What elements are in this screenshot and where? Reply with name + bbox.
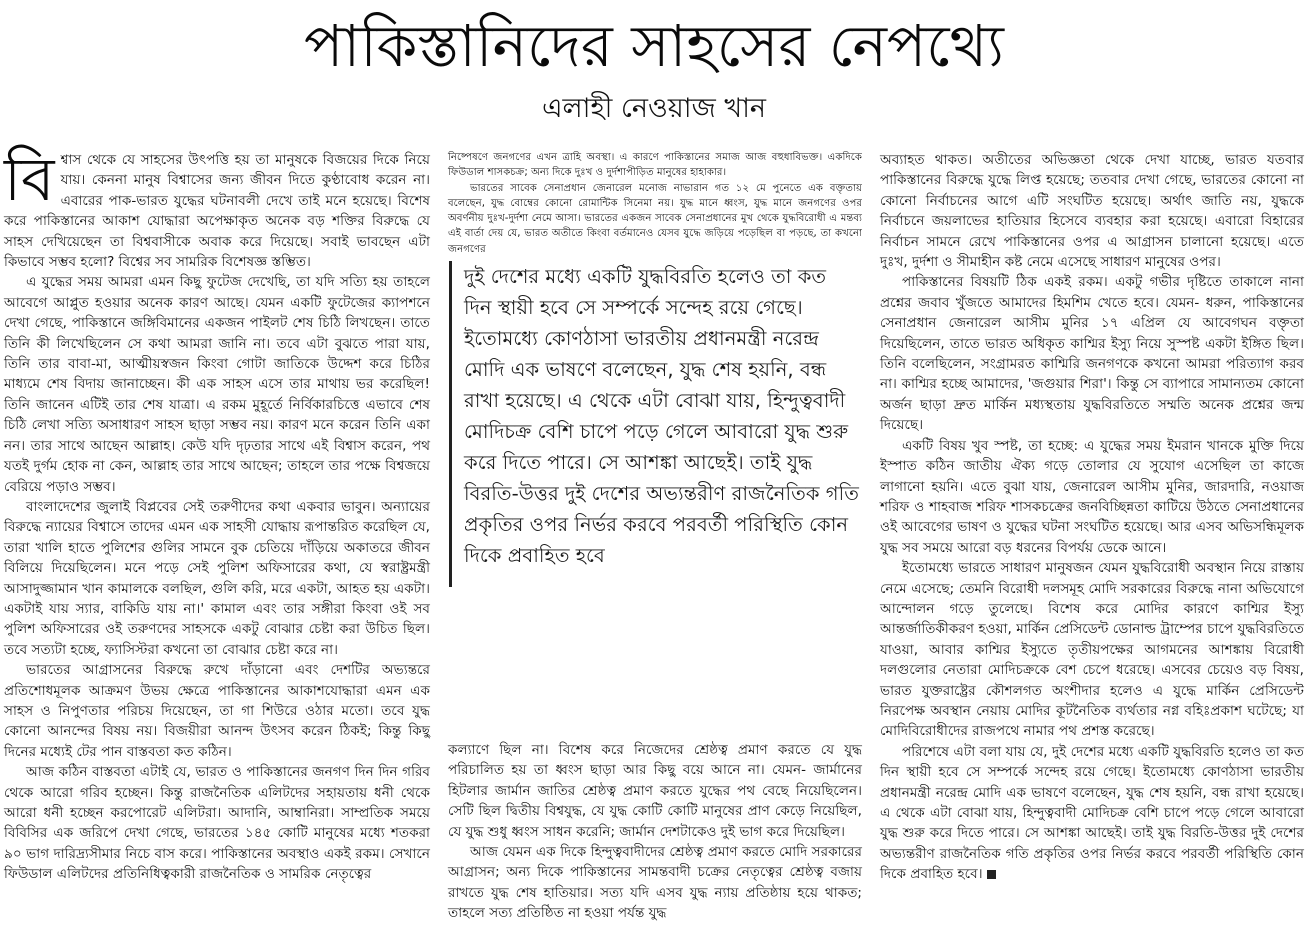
paragraph: অব্যাহত থাকত। অতীতের অভিজ্ঞতা থেকে দেখা যাচ্ছে, ভারত যতবার পাকিস্তানের বিরুদ্ধে যুদ্ধে লিপ্ত হয়েছে; ততবার দেখা গেছে, ভারতের কোনো না কোনো নির্বাচনের আগে এটি সংঘটিত হয়েছে। অর্থাৎ জাতি নয়, যুদ্ধকে নির্বাচনে জয়লাভের হাতিয়ার হিসেবে ব্যবহার করা হয়েছে। এবারো বিহারের নির্বাচন সামনে রেখে পাকিস্তানের ওপর এ আগ্রাসন চালানো হয়েছে। এতে দুঃখ, দুর্দশা ও সীমাহীন কষ্ট নেমে এসেছে সাধারণ মানুষের ওপর। <box>880 152 1304 271</box>
paragraph: ভারতের সাবেক সেনাপ্রধান জেনারেল মনোজ নাভারান গত ১২ মে পুনেতে এক বক্তৃতায় বলেছেন, যুদ্ধ বোম্বের কোনো রোমান্টিক সিনেমা নয়। যুদ্ধ মানে ধ্বংস, যুদ্ধ মানে জনগণের ওপর অবর্ণনীয় দুঃখ-দুর্দশা নেমে আসা। ভারতের একজন সাবেক সেনাপ্রধানের মুখ থেকে যুদ্ধবিরোধী এ মন্তব্য এই বার্তা দেয় যে, ভারত অতীতে কিংবা বর্তমানেও যেসব যুদ্ধে জড়িয়ে পড়েছিল বা পড়ছে, তা কখনো জনগণের <box>448 182 862 255</box>
paragraph: নিষ্পেষণে জনগণের এখন ত্রাহি অবস্থা। এ কারণে পাকিস্তানের সমাজ আজ বহুধাবিভক্ত। একদিকে ফিউডাল শাসকচক্র; অন্য দিকে দুঃখ ও দুর্দশাপীড়িত মানুষের হাহাকার। <box>448 152 862 179</box>
headline: পাকিস্তানিদের সাহসের নেপথ্যে <box>304 12 1004 80</box>
pull-quote <box>449 261 859 587</box>
column-2-bottom <box>448 740 862 924</box>
byline: এলাহী নেওয়াজ খান <box>541 93 767 124</box>
paragraph: বাংলাদেশের জুলাই বিপ্লবের সেই তরুণীদের কথা একবার ভাবুন। অন্যায়ের বিরুদ্ধে ন্যায়ের বিশ্বাসে তাদের এমন এক সাহসী যোদ্ধায় রূপান্তরিত করেছিল যে, তারা খালি হাতে পুলিশের গুলির সামনে বুক চেতিয়ে দাঁড়িয়ে অকাতরে জীবন বিলিয়ে দিয়েছিলেন। মনে পড়ে সেই পুলিশ অফিসারের কথা, যে স্বরাষ্ট্রমন্ত্রী আসাদুজ্জামান খান কামালকে বলছিল, গুলি করি, মরে একটা, আহত হয় একটা। একটাই যায় স্যার, বাকিডি যায় না।' কামাল এবং তার সঙ্গীরা কিংবা ওই সব পুলিশ অফিসারের ওই তরুণদের সাহসকে একটু বোঝার চেষ্টা করা উচিত ছিল। তবে সত্যটা হচ্ছে, ফ্যাসিস্টরা কখনো তা বোঝার চেষ্টা করে না। <box>4 498 430 658</box>
paragraph-text: পরিশেষে এটা বলা যায় যে, দুই দেশের মধ্যে একটি যুদ্ধবিরতি হলেও তা কত দিন স্থায়ী হবে সে সম্পর্কে সন্দেহ রয়ে গেছে। ইতোমধ্যে কোণঠাসা ভারতীয় প্রধানমন্ত্রী নরেন্দ্র মোদি এক ভাষণে বলেছেন, যুদ্ধ শেষ হয়নি, বন্ধ রাখা হয়েছে। এ থেকে এটা বোঝা যায়, হিন্দুত্ববাদী মোদিচক্র বেশি চাপে পড়ে গেলে আবারো যুদ্ধ শুরু করে দিতে পারে। সে আশঙ্কা আছেই। তাই যুদ্ধ বিরতি-উত্তর দুই দেশের অভ্যন্তরীণ রাজনৈতিক গতি প্রকৃতির ওপর নির্ভর করবে পরবর্তী পরিস্থিতি কোন দিকে প্রবাহিত হবে। <box>880 743 1304 883</box>
paragraph: একটি বিষয় খুব স্পষ্ট, তা হচ্ছে: এ যুদ্ধের সময় ইমরান খানকে মুক্তি দিয়ে ইস্পাত কঠিন জাতীয় ঐক্য গড়ে তোলার যে সুযোগ এসেছিল তা কাজে লাগানো হয়নি। এতে বুঝা যায়, জেনারেল আসীম মুনির, জারদারি, নওয়াজ শরিফ ও শাহবাজ শরিফ শাসকচক্রের জনবিচ্ছিন্নতা কাটিয়ে উঠতে সেনাপ্রধানের ওই আবেগের ভাষণ ও যুদ্ধের ঘটনা সংঘটিত হয়েছে। আর এসব অভিসন্ধিমূলক যুদ্ধ সব সময়ে আরো বড় ধরনের বিপর্যয় ডেকে আনে। <box>880 437 1304 556</box>
paragraph <box>4 145 430 272</box>
paragraph: আজ কঠিন বাস্তবতা এটাই যে, ভারত ও পাকিস্তানের জনগণ দিন দিন গরিব থেকে আরো গরিব হচ্ছেন। কিন্তু রাজনৈতিক এলিটদের সহায়তায় ধনী থেকে আরো ধনী হচ্ছেন করপোরেট এলিটরা। আদানি, আম্বানিরা। সাম্প্রতিক সময়ে বিবিসির এক জরিপে দেখা গেছে, ভারতের ১৪৫ কোটি মানুষের মধ্যে শতকরা ৯০ ভাগ দারিদ্র্যসীমার নিচে বাস করে। পাকিস্তানের অবস্থাও একই রকম। সেখানে ফিউডাল এলিটদের প্রতিনিধিত্বকারী রাজনৈতিক ও সামরিক নেতৃত্বের <box>4 764 430 883</box>
drop-cap: বি <box>4 145 55 215</box>
end-mark-icon <box>987 870 996 879</box>
paragraph: ইতোমধ্যে ভারতে সাধারণ মানুষজন যেমন যুদ্ধবিরোধী অবস্থান নিয়ে রাস্তায় নেমে এসেছে; তেমনি বিরোধী দলসমূহ মোদি সরকারের বিরুদ্ধে নানা অভিযোগে আন্দোলন গড়ে তুলেছে। বিশেষ করে মোদির কারণে কাশ্মির ইস্যু আন্তর্জাতিকীকরণ হওয়া, মার্কিন প্রেসিডেন্ট ডোনাল্ড ট্রাম্পের চাপে যুদ্ধবিরতিতে যাওয়া, আবার কাশ্মির ইস্যুতে তৃতীয়পক্ষের আগমনের আশঙ্কায় বিরোধী দলগুলোর নেতারা মোদিচক্রকে বেশ চেপে ধরেছে। এসবের চেয়েও বড় বিষয়, ভারত যুক্তরাষ্ট্রের কৌশলগত অংশীদার হলেও এ যুদ্ধে মার্কিন প্রেসিডেন্ট নিরপেক্ষ অবস্থান নেয়ায় মোদির কূটনৈতিক ব্যর্থতার নগ্ন বহিঃপ্রকাশ ঘটেছে; যা মোদিবিরোধীদের রাজপথে নামার পথ প্রশস্ত করেছে। <box>880 560 1304 740</box>
paragraph: ভারতের আগ্রাসনের বিরুদ্ধে রুখে দাঁড়ানো এবং দেশটির অভ্যন্তরে প্রতিশোধমূলক আক্রমণ উভয় ক্ষেত্রে পাকিস্তানের আকাশযোদ্ধারা এমন এক সাহস ও নিপুণতার পরিচয় দিয়েছেন, তা গা শিউরে ওঠার মতো। তবে যুদ্ধ কোনো আনন্দের বিষয় নয়। বিজয়ীরা আনন্দ উৎসব করেন ঠিকই; কিন্তু কিছু দিনের মধ্যেই টের পান বাস্তবতা কত কঠিন। <box>4 662 430 760</box>
column-3 <box>880 150 1304 942</box>
paragraph: পাকিস্তানের বিষয়টি ঠিক একই রকম। একটু গভীর দৃষ্টিতে তাকালে নানা প্রশ্নের জবাব খুঁজতে আমাদের হিমশিম খেতে হবে। যেমন- ধরুন, পাকিস্তানের সেনাপ্রধান জেনারেল আসীম মুনির ১৭ এপ্রিল যে আবেগঘন বক্তৃতা দিয়েছিলেন, তাতে ভারত অধিকৃত কাশ্মির ইস্যু নিয়ে সুস্পষ্ট একটা ইঙ্গিত ছিল। তিনি বলেছিলেন, সংগ্রামরত কাশ্মিরি জনগণকে কখনো আমরা পরিত্যাগ করব না। কাশ্মির হচ্ছে আমাদের, 'জগুয়ার শিরা'। কিন্তু সে ব্যাপারে সামান্যতম কোনো অর্জন ছাড়া দ্রুত মার্কিন মধ্যস্থতায় যুদ্ধবিরতিতে সম্মতি অনেক প্রশ্নের জন্ম দিয়েছে। <box>880 274 1304 434</box>
paragraph: এ যুদ্ধের সময় আমরা এমন কিছু ফুটেজ দেখেছি, তা যদি সত্যি হয় তাহলে আবেগে আপ্লুত হওয়ার অনেক কারণ আছে। যেমন একটি ফুটেজের ক্যাপশনে দেখা গেছে, পাকিস্তানে জঙ্গিবিমানের একজন পাইলট শেষ চিঠি লিখছেন। তাতে তিনি কী লিখেছিলেন সে কথা আমরা জানি না। তবে এটা বুঝতে পারা যায়, তিনি তার বাবা-মা, আত্মীয়স্বজন কিংবা গোটা জাতিকে উদ্দেশ করে চিঠির মাধ্যমে শেষ বিদায় জানাচ্ছেন। কী এক সাহস এসে তার মাথায় ভর করেছিল! তিনি জানেন এটিই তার শেষ যাত্রা। এ রকম মুহূর্তে নির্বিকারচিত্তে এভাবে শেষ চিঠি লেখা সত্যি অসাধারণ সাহস ছাড়া সম্ভব নয়। কারণ মনে করেন তিনি একা নন। তার সাথে আছেন আল্লাহ। কেউ যদি দৃঢ়তার সাথে এই বিশ্বাস করেন, পথ যতই দুর্গম হোক না কেন, আল্লাহ তার সাথে আছেন; তাহলে তার পক্ষে বিশ্বজয়ে বেরিয়ে পড়াও সম্ভব। <box>4 274 430 495</box>
pull-quote-text: দুই দেশের মধ্যে একটি যুদ্ধবিরতি হলেও তা কত দিন স্থায়ী হবে সে সম্পর্কে সন্দেহ রয়ে গেছে। ইতোমধ্যে কোণঠাসা ভারতীয় প্রধানমন্ত্রী নরেন্দ্র মোদি এক ভাষণে বলেছেন, যুদ্ধ শেষ হয়নি, বন্ধ রাখা হয়েছে। এ থেকে এটা বোঝা যায়, হিন্দুত্ববাদী মোদিচক্র বেশি চাপে পড়ে গেলে আবারো যুদ্ধ শুরু করে দিতে পারে। সে আশঙ্কা আছেই। তাই যুদ্ধ বিরতি-উত্তর দুই দেশের অভ্যন্তরীণ রাজনৈতিক গতি প্রকৃতির ওপর নির্ভর করবে পরবর্তী পরিস্থিতি কোন দিকে প্রবাহিত হবে <box>464 265 859 567</box>
paragraph <box>880 742 1304 885</box>
paragraph: আজ যেমন এক দিকে হিন্দুত্ববাদীদের শ্রেষ্ঠত্ব প্রমাণ করতে মোদি সরকারের আগ্রাসন; অন্য দিকে পাকিস্তানের সামন্তবাদী চক্রের নেতৃত্বের শ্রেষ্ঠত্ব বজায় রাখতে যুদ্ধ শেষ হাতিয়ার। সত্য যদি এসব যুদ্ধ ন্যায় প্রতিষ্ঠায় হয়ে থাকত; তাহলে সত্য প্রতিষ্ঠিত না হওয়া পর্যন্ত যুদ্ধ <box>448 844 862 922</box>
column-1 <box>4 145 430 942</box>
column-2-top <box>448 150 862 257</box>
paragraph: কল্যাণে ছিল না। বিশেষ করে নিজেদের শ্রেষ্ঠত্ব প্রমাণ করতে যে যুদ্ধ পরিচালিত হয় তা ধ্বংস ছাড়া আর কিছু বয়ে আনে না। যেমন- জার্মানের হিটলার জার্মান জাতির শ্রেষ্ঠত্ব প্রমাণ করতে যুদ্ধের পথ বেছে নিয়েছিলেন। সেটি ছিল দ্বিতীয় বিশ্বযুদ্ধ, যে যুদ্ধ কোটি কোটি মানুষের প্রাণ কেড়ে নিয়েছিল, যে যুদ্ধ শুধু ধ্বংস সাধন করেনি; জার্মান দেশটাকেও দুই ভাগ করে দিয়েছিল। <box>448 742 862 840</box>
paragraph-text: শ্বাস থেকে যে সাহসের উৎপত্তি হয় তা মানুষকে বিজয়ের দিকে নিয়ে যায়। কেননা মানুষ বিশ্বাসের জন্য জীবন দিতে কুণ্ঠাবোধ করেন না। এবারের পাক-ভারত যুদ্ধের ঘটনাবলী দেখে তাই মনে হয়েছে। বিশেষ করে পাকিস্তানের আকাশ যোদ্ধারা অপেক্ষাকৃত অনেক বড় শক্তির বিরুদ্ধে যে সাহস দেখিয়েছেন তা বিশ্ববাসীকে অবাক করে দিয়েছে। সবাই ভাবছেন এটা কিভাবে সম্ভব হলো? বিশ্বের সব সামরিক বিশেষজ্ঞ স্তম্ভিত। <box>4 152 430 271</box>
